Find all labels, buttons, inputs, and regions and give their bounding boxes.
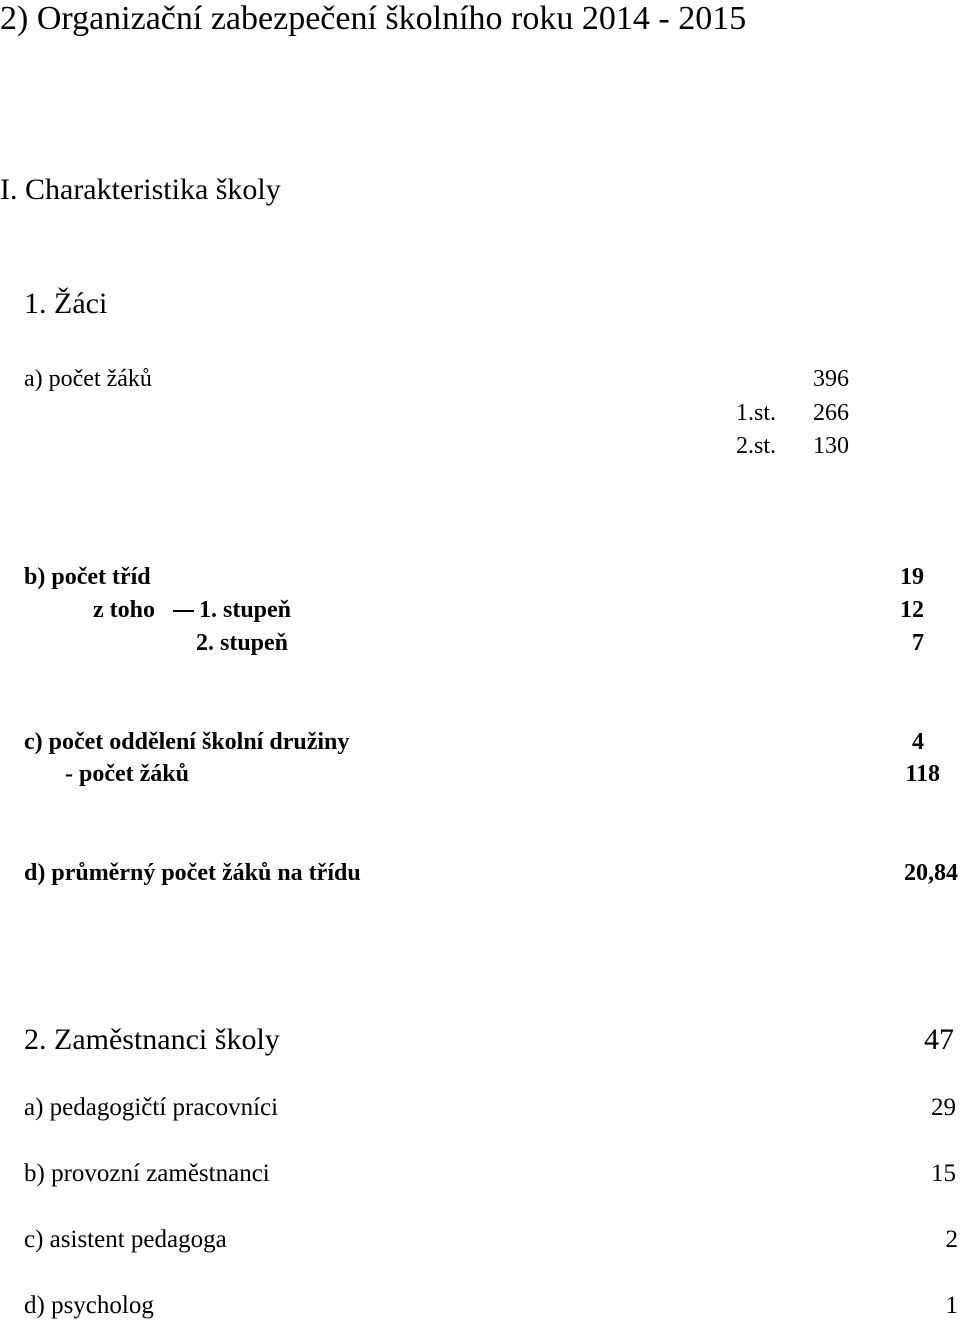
average-per-class-value: 20,84 xyxy=(904,860,958,886)
students-heading: 1. Žáci xyxy=(24,287,108,320)
classes-level1-label: 1. stupeň xyxy=(199,597,292,623)
students-count-label: a) počet žáků xyxy=(24,366,152,392)
staff-total: 47 xyxy=(924,1023,954,1056)
students-level1-label: 1.st. xyxy=(735,400,776,426)
page-title: 2) Organizační zabezpečení školního roku 2014 - 2015 xyxy=(0,0,747,37)
students-count-value: 396 xyxy=(813,366,849,392)
classes-sub-prefix: z toho xyxy=(93,597,155,623)
staff-psychologist-value: 1 xyxy=(945,1292,958,1319)
students-level1-value: 266 xyxy=(813,400,849,426)
classes-level1-value: 12 xyxy=(900,597,924,623)
students-level2-value: 130 xyxy=(813,433,849,459)
staff-operations-label: b) provozní zaměstnanci xyxy=(24,1160,270,1187)
classes-level2-value: 7 xyxy=(912,630,924,656)
classes-count-value: 19 xyxy=(900,564,924,590)
students-level2-label: 2.st. xyxy=(735,433,776,459)
classes-count-label: b) počet tříd xyxy=(24,564,151,590)
afterschool-students-label: - počet žáků xyxy=(65,761,189,787)
staff-assistant-label: c) asistent pedagoga xyxy=(24,1226,227,1253)
staff-psychologist-label: d) psycholog xyxy=(24,1292,154,1319)
staff-assistant-value: 2 xyxy=(945,1226,958,1253)
average-per-class-label: d) průměrný počet žáků na třídu xyxy=(24,860,361,886)
classes-sub-dash xyxy=(173,610,194,612)
staff-operations-value: 15 xyxy=(931,1160,956,1187)
staff-teachers-label: a) pedagogičtí pracovníci xyxy=(24,1094,279,1121)
staff-teachers-value: 29 xyxy=(931,1094,956,1121)
classes-level2-label: 2. stupeň xyxy=(196,630,289,656)
afterschool-groups-label: c) počet oddělení školní družiny xyxy=(24,729,350,755)
afterschool-groups-value: 4 xyxy=(912,729,924,755)
afterschool-students-value: 118 xyxy=(905,761,940,787)
section-heading: I. Charakteristika školy xyxy=(0,173,281,206)
staff-heading: 2. Zaměstnanci školy xyxy=(24,1023,280,1056)
